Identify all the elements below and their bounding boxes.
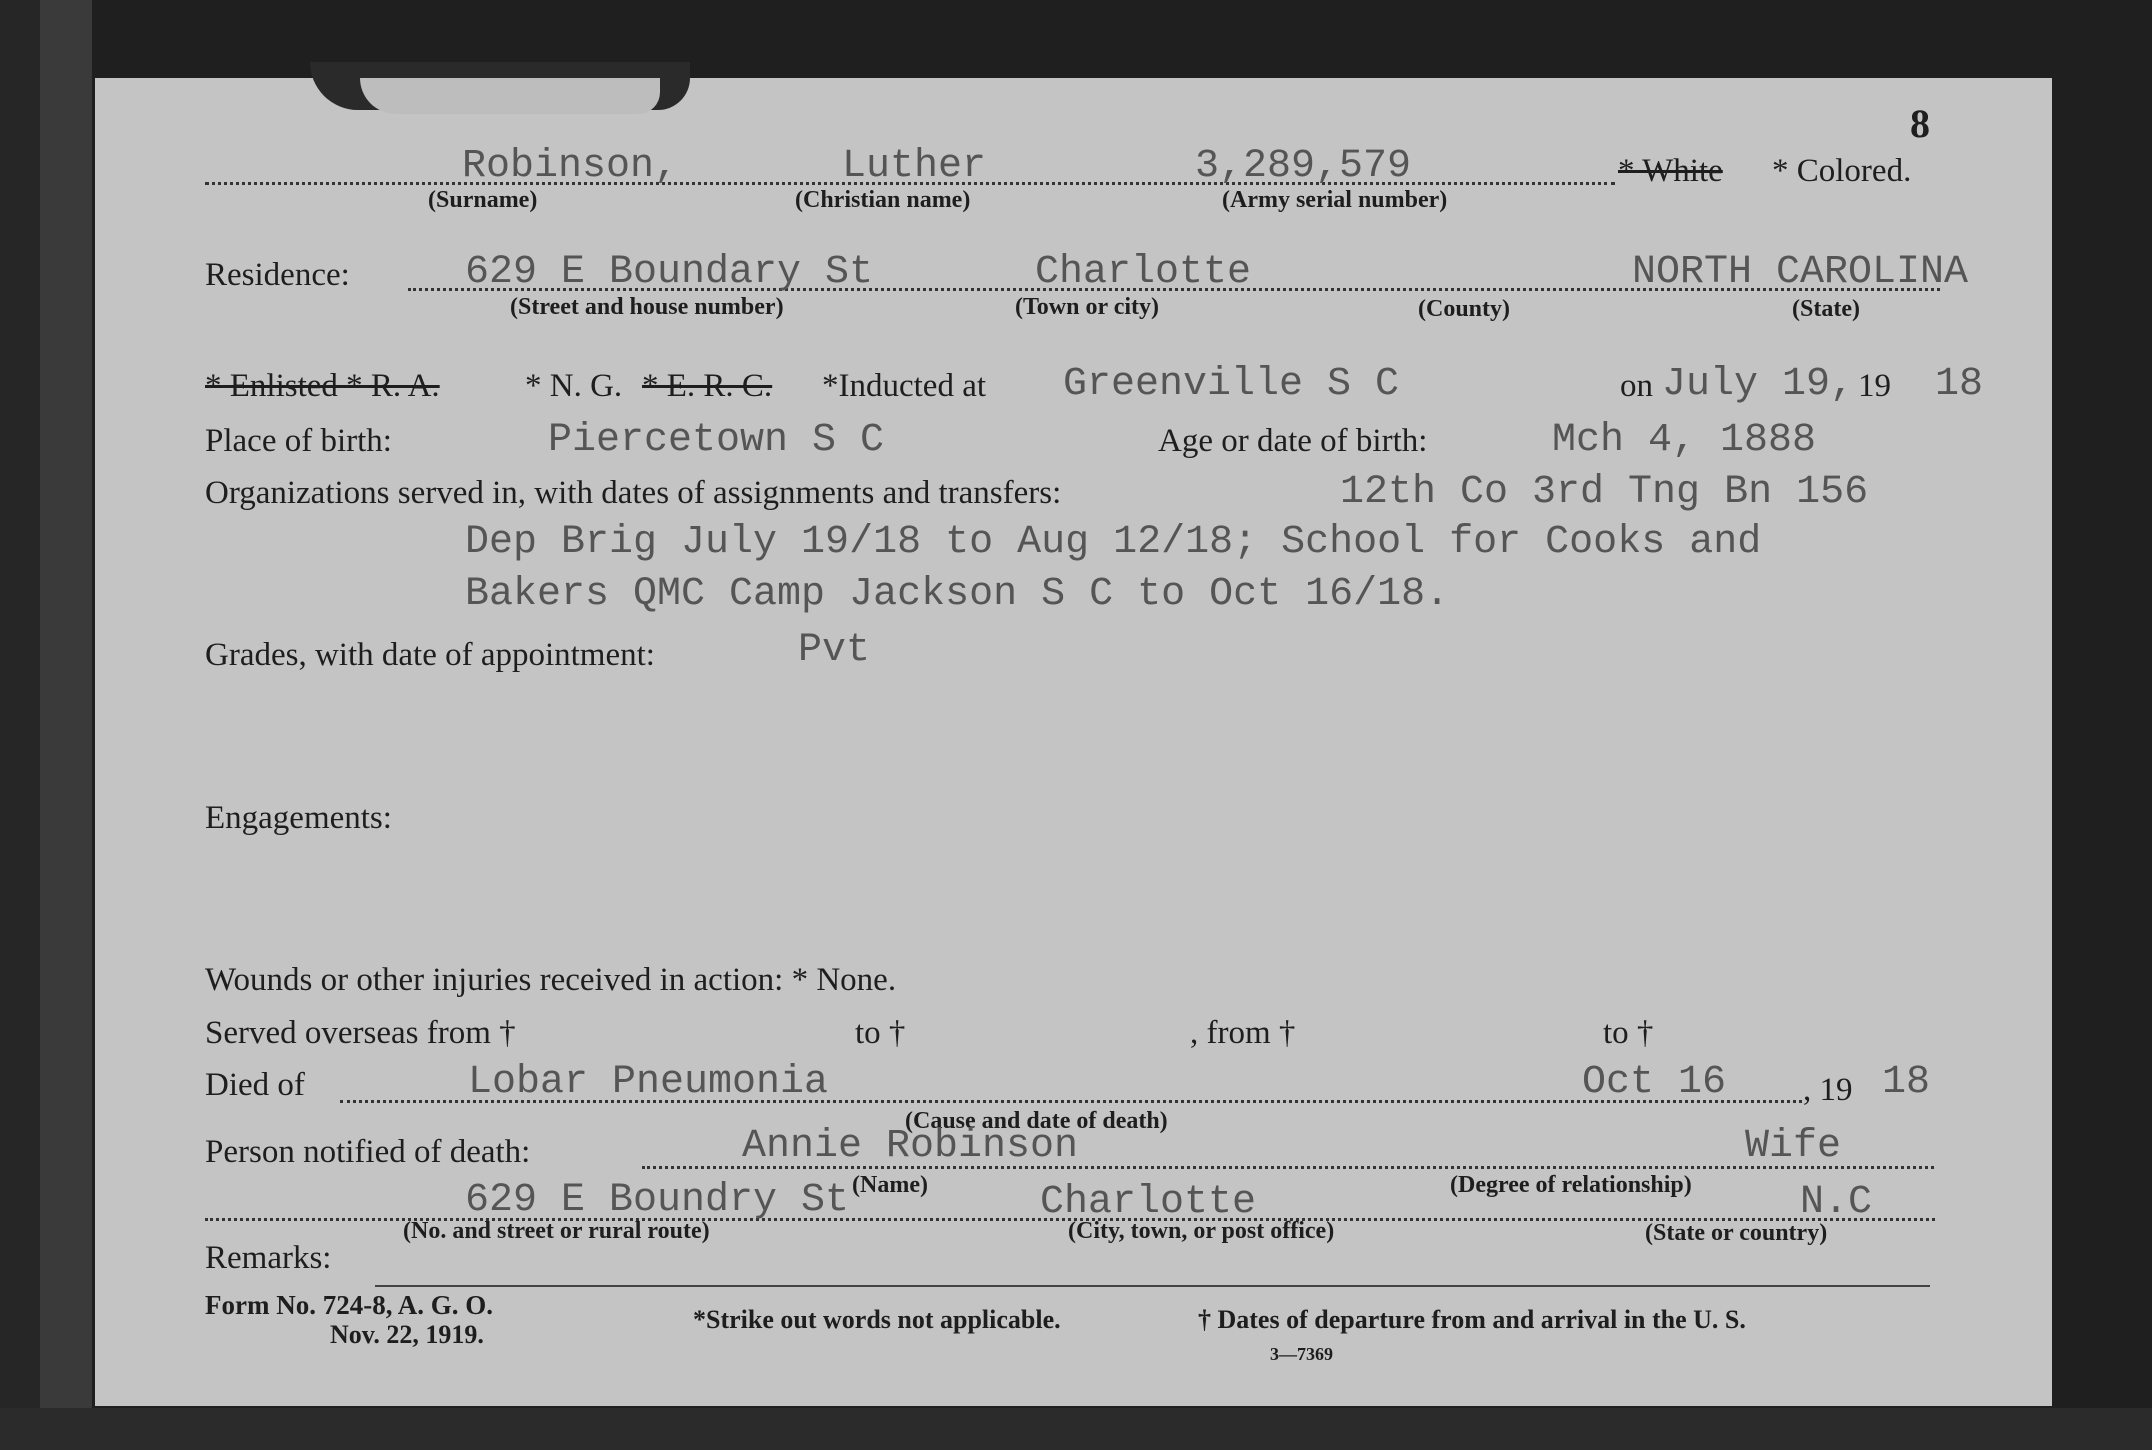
grades-value: Pvt <box>798 628 871 673</box>
grades-label: Grades, with date of appointment: <box>205 637 655 673</box>
cause-of-death-value: Lobar Pneumonia <box>468 1060 829 1105</box>
remarks-label: Remarks: <box>205 1240 332 1276</box>
notified-street-value: 629 E Boundry St <box>465 1178 850 1223</box>
relationship-label: (Degree of relationship) <box>1450 1172 1692 1198</box>
cause-date-label: (Cause and date of death) <box>905 1108 1168 1134</box>
street-value: 629 E Boundary St <box>465 250 874 295</box>
scan-border-left-inner <box>40 0 92 1450</box>
inducted-place-value: Greenville S C <box>1063 362 1400 407</box>
town-value: Charlotte <box>1035 250 1252 295</box>
organizations-label: Organizations served in, with dates of assignments and transfers: <box>205 475 1062 511</box>
national-guard: * N. G. <box>525 368 623 404</box>
death-year-value: 18 <box>1882 1060 1931 1105</box>
form-date: Nov. 22, 1919. <box>330 1320 484 1349</box>
scan-border-bottom <box>0 1408 2152 1450</box>
state-value: NORTH CAROLINA <box>1632 250 1969 295</box>
birth-place-label: Place of birth: <box>205 423 392 459</box>
relationship-value: Wife <box>1745 1124 1842 1169</box>
residence-label: Residence: <box>205 257 350 293</box>
inducted-date-value: July 19, <box>1662 362 1855 407</box>
torn-edge-inner <box>360 78 660 114</box>
city-label: (City, town, or post office) <box>1068 1218 1335 1244</box>
remarks-line <box>375 1285 1930 1287</box>
card-number: 8 <box>1910 101 1930 146</box>
surname-label: (Surname) <box>428 187 538 213</box>
year-prefix: 19 <box>1858 368 1891 404</box>
age-label: Age or date of birth: <box>1158 423 1428 459</box>
state-label: (State) <box>1792 296 1860 322</box>
organizations-line-2: Dep Brig July 19/18 to Aug 12/18; School for Cooks and <box>465 520 1762 565</box>
form-number: Form No. 724-8, A. G. O. <box>205 1290 493 1320</box>
birth-date-value: Mch 4, 1888 <box>1552 418 1817 463</box>
christian-name-label: (Christian name) <box>795 187 971 213</box>
race-white-struck: * White <box>1618 153 1723 189</box>
footnote-strike: *Strike out words not applicable. <box>693 1305 1061 1334</box>
wounds-label: Wounds or other injuries received in action: * None. <box>205 962 897 998</box>
erc-struck: * E. R. C. <box>642 368 773 404</box>
enlisted-ra-struck: * Enlisted * R. A. <box>205 368 440 404</box>
county-label: (County) <box>1418 296 1511 322</box>
state-country-label: (State or country) <box>1645 1220 1828 1246</box>
overseas-to-2: to † <box>1603 1015 1654 1051</box>
death-year-prefix: , 19 <box>1803 1072 1853 1108</box>
notified-label: Person notified of death: <box>205 1134 531 1170</box>
organizations-line-1: 12th Co 3rd Tng Bn 156 <box>1340 470 1869 515</box>
street-label: (Street and house number) <box>510 294 784 320</box>
name-label: (Name) <box>852 1172 928 1198</box>
surname-value: Robinson, <box>462 144 679 189</box>
town-label: (Town or city) <box>1015 294 1159 320</box>
footnote-dates: † Dates of departure from and arrival in the U. S. <box>1198 1305 1746 1334</box>
serial-number-value: 3,289,579 <box>1195 144 1412 189</box>
inducted-label: *Inducted at <box>822 368 987 404</box>
on-label: on <box>1620 368 1653 404</box>
street-route-label: (No. and street or rural route) <box>403 1218 710 1244</box>
inducted-year-value: 18 <box>1935 362 1984 407</box>
print-code: 3—7369 <box>1270 1344 1333 1364</box>
notified-name-value: Annie Robinson <box>742 1124 1079 1169</box>
engagements-label: Engagements: <box>205 800 392 836</box>
birth-place-value: Piercetown S C <box>548 418 885 463</box>
organizations-line-3: Bakers QMC Camp Jackson S C to Oct 16/18. <box>465 572 1450 617</box>
serial-number-label: (Army serial number) <box>1222 187 1448 213</box>
death-date-value: Oct 16 <box>1582 1060 1727 1105</box>
overseas-label: Served overseas from † <box>205 1015 516 1051</box>
overseas-to-1: to † <box>855 1015 906 1051</box>
notified-state-value: N.C <box>1800 1180 1873 1225</box>
race-colored: * Colored. <box>1772 153 1912 189</box>
overseas-from-2: , from † <box>1190 1015 1296 1051</box>
notified-city-value: Charlotte <box>1040 1180 1257 1225</box>
christian-name-value: Luther <box>842 144 987 189</box>
died-label: Died of <box>205 1067 305 1103</box>
